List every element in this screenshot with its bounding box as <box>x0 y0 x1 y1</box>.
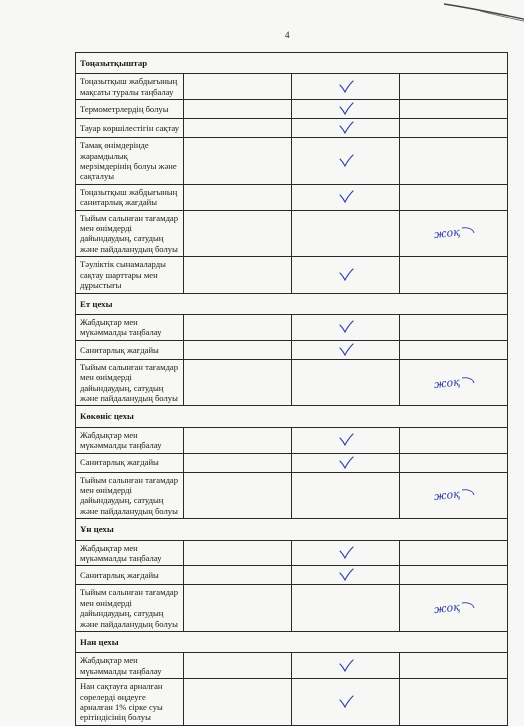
blank-cell <box>184 257 292 293</box>
handwritten-checkmark-icon <box>338 456 354 470</box>
table-row <box>76 540 508 566</box>
note-cell <box>400 119 508 138</box>
table-row <box>76 100 508 119</box>
criterion-text: Тыйым салынған тағамдар мен өнімдерді дайындаудың, сатудың және пайдаланудың болуы <box>76 210 184 257</box>
table-row <box>76 340 508 359</box>
table-row <box>76 74 508 100</box>
criterion-text: Термометрлердің болуы <box>76 100 184 119</box>
criterion-text: Тәуліктік сынамаларды сақтау шарттары мен дұрыстығы <box>76 257 184 293</box>
table-row <box>76 210 508 257</box>
criterion-text: Тыйым салынған тағамдар мен өнімдерді дайындаудың, сатудың және пайдаланудың болуы <box>76 585 184 632</box>
check-cell <box>292 585 400 632</box>
section-title: Көкөніс цехы <box>76 406 508 427</box>
criterion-text: Жабдықтар мен мүкәммалды таңбалау <box>76 427 184 453</box>
check-cell <box>292 100 400 119</box>
criterion-text: Санитарлық жағдайы <box>76 453 184 472</box>
check-cell <box>292 472 400 519</box>
handwritten-checkmark-icon <box>338 190 354 204</box>
criterion-text: Санитарлық жағдайы <box>76 340 184 359</box>
blank-cell <box>184 566 292 585</box>
note-cell <box>400 210 508 257</box>
criterion-text: Нан сақтауға арналған сөрелерді өңдеуге арналған 1% сірке суы ерітіндісінің болуы <box>76 679 184 726</box>
table-row <box>76 119 508 138</box>
note-cell <box>400 472 508 519</box>
handwritten-note-signature <box>432 374 476 392</box>
section-header-row <box>76 519 508 540</box>
section-title: Ет цехы <box>76 293 508 314</box>
check-cell <box>292 340 400 359</box>
inspection-table <box>75 52 508 726</box>
handwritten-note-signature <box>432 224 476 242</box>
blank-cell <box>184 427 292 453</box>
handwritten-note-signature <box>432 599 476 617</box>
note-cell <box>400 100 508 119</box>
check-cell <box>292 453 400 472</box>
criterion-text: Тауар көршілестігін сақтау <box>76 119 184 138</box>
handwritten-checkmark-icon <box>338 695 354 709</box>
criterion-text: Тоңазытқыш жабдығының санитарлық жағдайы <box>76 184 184 210</box>
handwritten-checkmark-icon <box>338 568 354 582</box>
blank-cell <box>184 210 292 257</box>
criterion-text: Тамақ өнімдерінде жарамдылық мерзімдерінің болуы және сақталуы <box>76 138 184 185</box>
check-cell <box>292 138 400 185</box>
blank-cell <box>184 119 292 138</box>
note-cell <box>400 257 508 293</box>
note-cell <box>400 585 508 632</box>
check-cell <box>292 119 400 138</box>
note-cell <box>400 359 508 406</box>
criterion-text: Жабдықтар мен мүкәммалды таңбалау <box>76 540 184 566</box>
blank-cell <box>184 585 292 632</box>
check-cell <box>292 540 400 566</box>
note-cell <box>400 340 508 359</box>
section-header-row <box>76 293 508 314</box>
note-cell <box>400 453 508 472</box>
handwritten-checkmark-icon <box>338 320 354 334</box>
table-row <box>76 184 508 210</box>
table-row <box>76 653 508 679</box>
table-row <box>76 138 508 185</box>
handwritten-checkmark-icon <box>338 546 354 560</box>
page-number: 4 <box>285 30 290 40</box>
handwritten-note-text: жоқ <box>432 225 460 242</box>
table-row <box>76 314 508 340</box>
note-cell <box>400 314 508 340</box>
blank-cell <box>184 679 292 726</box>
criterion-text: Тыйым салынған тағамдар мен өнімдерді дайындаудың, сатудың және пайдаланудың болуы <box>76 359 184 406</box>
blank-cell <box>184 472 292 519</box>
handwritten-checkmark-icon <box>338 154 354 168</box>
table-row <box>76 566 508 585</box>
section-title: Нан цехы <box>76 632 508 653</box>
check-cell <box>292 74 400 100</box>
note-cell <box>400 138 508 185</box>
section-header-row <box>76 406 508 427</box>
criterion-text: Тыйым салынған тағамдар мен өнімдерді дайындаудың, сатудың және пайдаланудың болуы <box>76 472 184 519</box>
handwritten-checkmark-icon <box>338 102 354 116</box>
criterion-text: Жабдықтар мен мүкәммалды таңбалау <box>76 314 184 340</box>
criterion-text: Тоңазытқыш жабдығының мақсаты туралы таңбалау <box>76 74 184 100</box>
handwritten-note-text: жоқ <box>432 374 460 391</box>
check-cell <box>292 257 400 293</box>
table-row <box>76 679 508 726</box>
handwritten-checkmark-icon <box>338 343 354 357</box>
check-cell <box>292 679 400 726</box>
table-row <box>76 427 508 453</box>
blank-cell <box>184 138 292 185</box>
section-title: Ұн цехы <box>76 519 508 540</box>
section-title: Тоңазытқыштар <box>76 53 508 74</box>
check-cell <box>292 359 400 406</box>
inspection-table-body <box>76 53 508 726</box>
blank-cell <box>184 340 292 359</box>
note-cell <box>400 184 508 210</box>
note-cell <box>400 653 508 679</box>
handwritten-note-signature <box>432 486 476 504</box>
table-row <box>76 585 508 632</box>
blank-cell <box>184 100 292 119</box>
handwritten-checkmark-icon <box>338 268 354 282</box>
blank-cell <box>184 653 292 679</box>
check-cell <box>292 184 400 210</box>
check-cell <box>292 427 400 453</box>
note-cell <box>400 540 508 566</box>
corner-scan-mark <box>440 2 524 24</box>
blank-cell <box>184 184 292 210</box>
check-cell <box>292 653 400 679</box>
handwritten-checkmark-icon <box>338 80 354 94</box>
table-row <box>76 257 508 293</box>
criterion-text: Жабдықтар мен мүкәммалды таңбалау <box>76 653 184 679</box>
handwritten-checkmark-icon <box>338 659 354 673</box>
handwritten-checkmark-icon <box>338 121 354 135</box>
section-header-row <box>76 632 508 653</box>
blank-cell <box>184 453 292 472</box>
blank-cell <box>184 74 292 100</box>
note-cell <box>400 566 508 585</box>
handwritten-note-text: жоқ <box>432 600 460 617</box>
check-cell <box>292 210 400 257</box>
note-cell <box>400 679 508 726</box>
blank-cell <box>184 540 292 566</box>
table-row <box>76 472 508 519</box>
note-cell <box>400 427 508 453</box>
handwritten-note-text: жоқ <box>432 487 460 504</box>
blank-cell <box>184 359 292 406</box>
check-cell <box>292 566 400 585</box>
check-cell <box>292 314 400 340</box>
section-header-row <box>76 53 508 74</box>
handwritten-checkmark-icon <box>338 433 354 447</box>
note-cell <box>400 74 508 100</box>
blank-cell <box>184 314 292 340</box>
criterion-text: Санитарлық жағдайы <box>76 566 184 585</box>
table-row <box>76 359 508 406</box>
table-row <box>76 453 508 472</box>
